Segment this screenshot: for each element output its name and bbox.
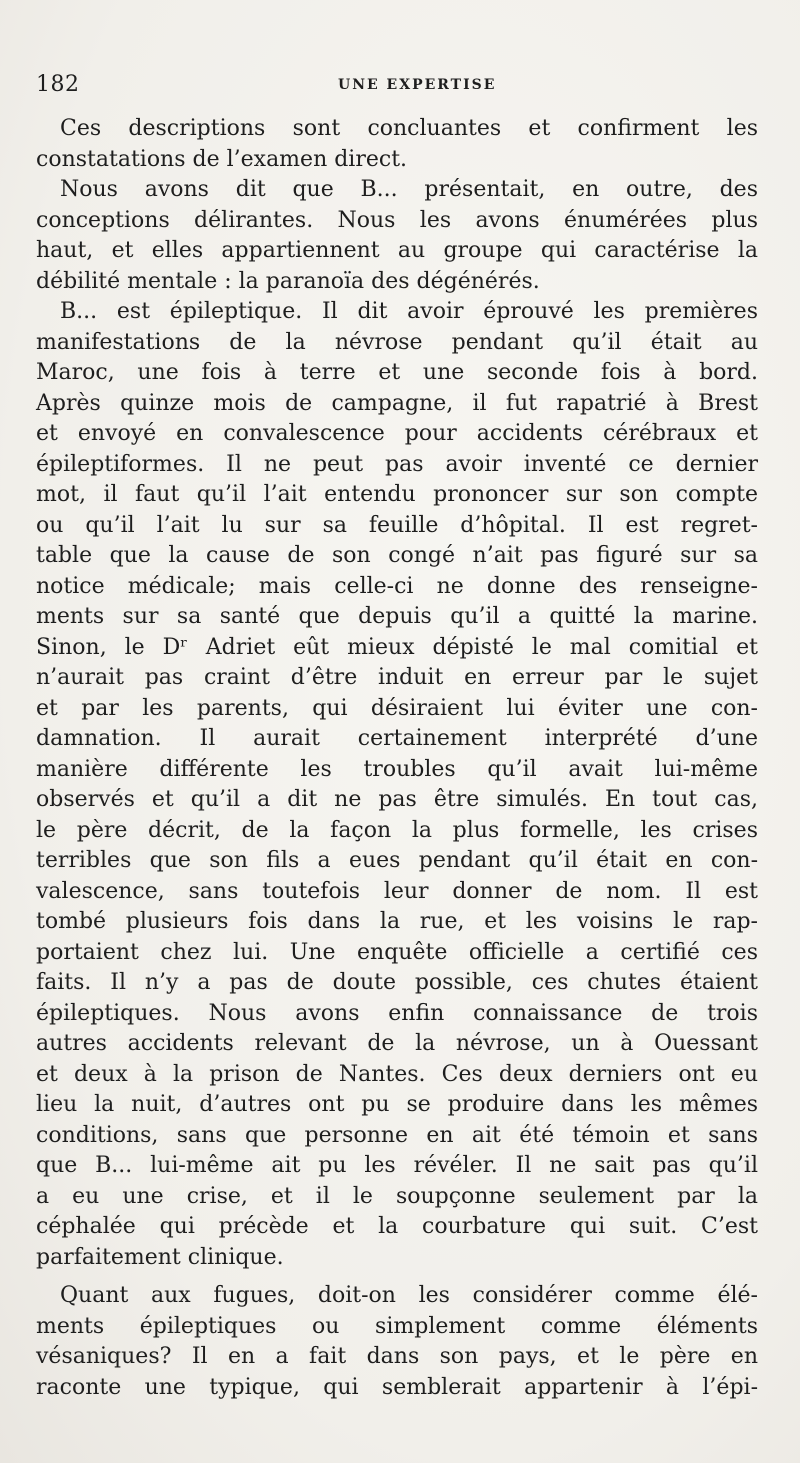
text-line: Maroc, une fois à terre et une seconde fois à bord. <box>36 360 758 385</box>
text-line: le père décrit, de la façon la plus formelle, les crises <box>36 817 758 843</box>
body-text <box>36 114 758 1403</box>
text-line: mot, il faut qu’il l’ait entendu prononcer sur son compte <box>36 482 758 507</box>
page-header <box>36 72 756 104</box>
text-line: Ces descriptions sont concluantes et confirment les <box>60 116 758 141</box>
text-line: manière différente les troubles qu’il avait lui-même <box>36 756 758 782</box>
text-line: manifestations de la névrose pendant qu’il était au <box>36 329 758 355</box>
text-line: notice médicale; mais celle-ci ne donne des renseigne- <box>36 573 758 599</box>
text-line: autres accidents relevant de la névrose, un à Ouessant <box>36 1031 758 1056</box>
text-line: B... est épileptique. Il dit avoir éprouvé les premières <box>60 299 758 324</box>
text-line: épileptiformes. Il ne peut pas avoir inventé ce dernier <box>36 451 758 477</box>
text-line: portaient chez lui. Une enquête officielle a certifié ces <box>36 939 758 965</box>
text-line: raconte une typique, qui semblerait appartenir à l’épi- <box>36 1374 758 1400</box>
text-line: tombé plusieurs fois dans la rue, et les voisins le rap- <box>36 909 758 934</box>
text-line: constatations de l’examen direct. <box>36 146 408 172</box>
text-line: a eu une crise, et il le soupçonne seulement par la <box>36 1183 758 1209</box>
paragraph-3 <box>36 297 758 1273</box>
text-line: et par les parents, qui désiraient lui éviter une con- <box>36 695 758 721</box>
text-line: céphalée qui précède et la courbature qui suit. C’est <box>36 1214 758 1239</box>
text-line: Après quinze mois de campagne, il fut rapatrié à Brest <box>36 390 758 416</box>
text-line: table que la cause de son congé n’ait pas figuré sur sa <box>36 543 758 568</box>
paragraph-4 <box>36 1281 758 1403</box>
text-line: Nous avons dit que B... présentait, en outre, des <box>60 177 758 202</box>
text-line: parfaitement clinique. <box>36 1244 284 1270</box>
text-line: et deux à la prison de Nantes. Ces deux derniers ont eu <box>36 1061 758 1087</box>
running-title: UNE EXPERTISE <box>338 77 497 93</box>
text-line: n’aurait pas craint d’être induit en erreur par le sujet <box>36 665 758 690</box>
text-line: ou qu’il l’ait lu sur sa feuille d’hôpital. Il est regret- <box>36 512 758 538</box>
text-line: damnation. Il aurait certainement interprété d’une <box>36 726 758 751</box>
text-line: observés et qu’il a dit ne pas être simulés. En tout cas, <box>36 787 758 812</box>
text-line: valescence, sans toutefois leur donner de nom. Il est <box>36 878 758 904</box>
text-line: et envoyé en convalescence pour accidents cérébraux et <box>36 421 758 446</box>
text-line: vésaniques? Il en a fait dans son pays, et le père en <box>36 1344 758 1369</box>
paragraph-gap <box>36 1273 758 1281</box>
paragraph-2 <box>36 175 758 297</box>
text-line: terribles que son fils a eues pendant qu’il était en con- <box>36 848 758 873</box>
text-line: Sinon, le Dʳ Adriet eût mieux dépisté le mal comitial et <box>36 634 758 660</box>
text-line: conceptions délirantes. Nous les avons énumérées plus <box>36 207 758 233</box>
text-line: conditions, sans que personne en ait été témoin et sans <box>36 1122 758 1148</box>
text-line: épileptiques. Nous avons enfin connaissance de trois <box>36 1000 758 1026</box>
page-number: 182 <box>36 72 80 97</box>
paragraph-1 <box>36 114 758 175</box>
text-line: Quant aux fugues, doit-on les considérer comme élé- <box>60 1283 758 1308</box>
text-line: que B... lui-même ait pu les révéler. Il ne sait pas qu’il <box>36 1153 758 1178</box>
text-line: ments sur sa santé que depuis qu’il a quitté la marine. <box>36 604 758 629</box>
text-line: haut, et elles appartiennent au groupe qui caractérise la <box>36 238 758 263</box>
text-line: lieu la nuit, d’autres ont pu se produire dans les mêmes <box>36 1092 758 1117</box>
text-line: faits. Il n’y a pas de doute possible, ces chutes étaient <box>36 970 758 995</box>
text-line: débilité mentale : la paranoïa des dégénérés. <box>36 268 540 294</box>
text-line: ments épileptiques ou simplement comme éléments <box>36 1313 758 1339</box>
